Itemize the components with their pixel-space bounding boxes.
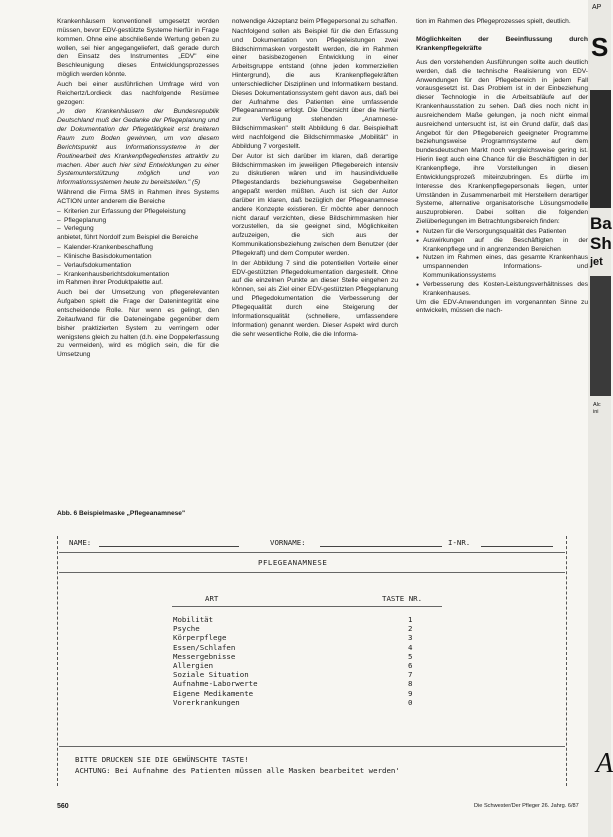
anamnese-item: Messergebnisse: [173, 651, 236, 661]
taste-number-list: [408, 615, 412, 707]
taste-number: 8: [408, 679, 413, 689]
paragraph: im Rahmen ihrer Produktpalette auf.: [57, 279, 163, 287]
column-header-art: ART: [205, 594, 219, 603]
column-header-taste: TASTE NR.: [382, 594, 423, 603]
text-column-2: [232, 18, 398, 340]
paragraph: Um die EDV-Anwendungen im vorgenannten Sinne zu entwickeln, müssen die nach-: [416, 298, 588, 315]
mask-left-border: [57, 536, 58, 786]
edge-text: ini: [593, 409, 599, 415]
anamnese-item: Essen/Schlafen: [173, 642, 236, 652]
vorname-label: VORNAME:: [270, 538, 306, 547]
mask-title: PFLEGEANAMNESE: [258, 558, 328, 567]
inr-field: [481, 538, 553, 547]
page-number: 560: [57, 803, 69, 810]
mask-right-border: [566, 536, 567, 786]
edge-text: A: [596, 748, 613, 779]
anamnese-item: Allergien: [173, 660, 214, 670]
list-item: ● Nutzen für die Versorgungsqualität des Patienten: [416, 228, 588, 237]
list-item: – Verlegung: [57, 225, 219, 234]
warning-line: ACHTUNG: Bei Aufnahme des Patienten müssen alle Masken bearbeitet werden': [75, 766, 400, 775]
instruction-line: BITTE DRUCKEN SIE DIE GEWÜNSCHTE TASTE!: [75, 755, 249, 764]
anamnese-item: Mobilität: [173, 615, 214, 624]
screen-mask-figure: [55, 528, 570, 790]
list-item: – Klinische Basisdokumentation: [57, 253, 219, 262]
list-item: ● Verbesserung des Kosten-Leistungsverhältnisses des Krankenhauses.: [416, 281, 588, 299]
list-item: ● Nutzen im Rahmen eines, das gesamte Krankenhaus umspannenden Informations- und Kommunikationssystems: [416, 254, 588, 281]
list-item: – Kalender-Krankenbeschaffung: [57, 244, 219, 253]
edge-text: AP: [592, 4, 602, 11]
list-item: – Krankenhausberichtsdokumentation: [57, 271, 219, 280]
anamnese-item: Psyche: [173, 624, 200, 634]
taste-number: 9: [408, 688, 413, 698]
vorname-field: [320, 538, 442, 547]
edge-text: Alc: [593, 402, 601, 408]
figure-caption: Abb. 6 Beispielmaske „Pflegeanamnese": [57, 510, 186, 517]
text-column-3: [416, 18, 588, 317]
anamnese-item: Aufnahme-Laborwerte: [173, 679, 258, 689]
taste-number: 1: [408, 615, 413, 624]
paragraph: tion im Rahmen des Pflegeprozesses spielt, deutlich.: [416, 18, 571, 25]
anamnese-item: Soziale Situation: [173, 670, 249, 680]
divider: [59, 552, 565, 553]
taste-number: 4: [408, 642, 413, 652]
edge-photo: [590, 276, 611, 396]
paragraph: Während die Firma SMS in Rahmen ihres Systems ACTION unter anderem die Bereiche: [57, 189, 219, 205]
anamnese-item: Eigene Medikamente: [173, 688, 254, 698]
name-field: [99, 538, 239, 547]
taste-number: 3: [408, 633, 413, 643]
list-item: – Kriterien zur Erfassung der Pflegeleistung: [57, 208, 219, 217]
journal-footer: Die Schwester/Der Pfleger 26. Jahrg. 6/87: [474, 803, 579, 809]
paragraph: Der Autor ist sich darüber im klaren, daß derartige Bildschirmmasken im jeweiligen Pflegebereich intensiv zu diskutieren wären und im hausindividuelle Pflegestandards beziehungsweise Gegebenheiten angepaßt werden müßten. Auch ist sich der Autor darüber im klaren, daß bezüglich der Pflegeanamnese andere Konzepte existieren. Er möchte aber dennoch nicht darauf verzichten, diese Bildschirmmasken hier vorzustellen, da sie geeignet sind, Möglichkeiten aufzuzeigen, die sich aus der Kommunikationsbeziehung zwischen dem Benutzer (der Pflegekraft) und dem Computer werden.: [232, 152, 398, 257]
paragraph: Aus den vorstehenden Ausführungen sollte auch deutlich werden, daß die technische Realisierung von EDV-Anwendungen für den Pflegebereich in jedem Fall vorausgesetzt ist. Das Problem ist in der Einbeziehung dieser Technologie in die Arbeitsabläufe auf der Krankenhausstation zu sehen. Daß dies noch nicht in ausreichendem Maße gelungen, ja noch nicht einmal ausreichend untersucht ist, ist ein Grund dafür, daß das Angebot für den Pflegebereich geeigneter Programme beziehungsweise Programmsysteme auf dem bundesdeutschen Markt noch vergleichsweise gering ist. Hierin liegt auch eine Chance für die Beschäftigten in der Krankenpflege, ihre Vorstellungen in diesen Entwicklungsprozeß miteinzubringen. Es dürfte im Interesse des Krankenpflegepersonals liegen, unter Umständen in Zusammenarbeit mit Herstellern derartiger Systeme, alternative organisatorische Lösungsmodelle auszuprobieren. Dabei sollten die folgenden Zielüberlegungen im Betrachtungsbereich finden:: [416, 58, 588, 226]
edge-text: S: [591, 32, 609, 62]
bullet-list: [57, 208, 219, 235]
edge-text: Sh: [590, 234, 612, 253]
anamnese-item: Körperpflege: [173, 633, 227, 643]
bullet-list: [416, 228, 588, 299]
list-item: – Pflegeplanung: [57, 217, 219, 226]
taste-number: 7: [408, 670, 413, 680]
taste-number: 5: [408, 651, 413, 661]
paragraph: Nachfolgend sollen als Beispiel für die den Erfassung und Dokumentation von Pflegeleistungen zwei Bildschirmmasken vorgestellt werden, die im Rahmen einer basisbezogenen Entwicklung in einer Arbeitsgruppe entstand (ohne jeden kommerziellen Hintergrund), die aus Krankenpflegekräften unterschiedlicher Disziplinen und Informatikern bestand. Dieses Dokumentationssystem geht davon aus, daß bei der Aufnahme des Patienten eine umfassende Pflegeanamnese erfolgt. Die Übersicht über die hierfür zur Verfügung stehenden „Anamnese-Bildschirmmasken" stellt Abbildung 6 dar. Beispielhaft wird nachfolgend die Bildschirmmaske „Mobilität" in Abbildung 7 vorgestellt.: [232, 27, 398, 150]
section-heading: Möglichkeiten der Beeinflussung durch Krankenpflegekräfte: [416, 35, 588, 52]
edge-text: jet: [590, 256, 603, 268]
divider: [59, 746, 565, 747]
anamnese-item: Vorerkrankungen: [173, 697, 240, 707]
list-item: ● Auswirkungen auf die Beschäftigten in der Krankenpflege und in angrenzenden Bereichen: [416, 237, 588, 255]
divider: [59, 572, 565, 573]
edge-text: Ba: [590, 214, 612, 233]
name-label: NAME:: [69, 538, 92, 547]
divider: [172, 606, 442, 607]
taste-number: 2: [408, 624, 413, 634]
text-column-1: [57, 18, 219, 361]
list-item: – Verlaufsdokumentation: [57, 262, 219, 271]
inr-label: I-NR.: [448, 538, 471, 547]
paragraph: Auch bei einer ausführlichen Umfrage wird von Reichertz/Lordieck das nachfolgende Resümee gezogen:: [57, 80, 219, 106]
paragraph: notwendige Akzeptanz beim Pflegepersonal zu schaffen.: [232, 18, 398, 25]
edge-dark-block: [590, 90, 611, 208]
quote-paragraph: „In den Krankenhäusern der Bundesrepublik Deutschland muß der Gedanke der Pflegeplanung und der Dokumentation der Pflegetätigkeit erst breiteren Raum zum Boden gewinnen, um von diesem Berichtspunkt aus Informationssysteme in der Routinearbeit des Krankenpflegedienstes attraktiv zu machen. Aber auch hier sind Entwicklungen zu einer Systemunterstützung möglich und von Informationssystemen heute zu bereitstellen." (5): [57, 108, 219, 187]
paragraph: Krankenhäusern konventionell umgesetzt worden müssen, bevor EDV-gestützte Systeme hierfür in Frage kommen. Ohne eine abschließende Wertung geben zu wollen, sei hier angegangeliefert, daß gerade durch den Einsatz des Instrumentes „EDV" eine Beschleunigung dieses Entwicklungsprozesses möglich werden könnte.: [57, 18, 219, 79]
bullet-list: [57, 244, 219, 279]
taste-number: 6: [408, 660, 413, 670]
paragraph: In der Abbildung 7 sind die potentiellen Vorteile einer EDV-gestützten Pflegedokumentation dargestellt. Ohne auf die einzelnen Punkte an dieser Stelle eingehen zu können, sei als Ziel einer EDV-gestützten Pflegeplanung und Pflegedokumentation die Verbesserung der Pflegequalität durch eine Steigerung der Informationsqualität (schnellere, umfassendere Information) genannt werden. Dieser Aspekt wird durch die sehr wesentliche Rolle, die die Informa-: [232, 259, 398, 338]
paragraph: anbietet, führt Nordolf zum Beispiel die Bereiche: [57, 234, 199, 242]
paragraph: Auch bei der Umsetzung von pflegerelevanten Aufgaben spielt die Frage der Datenintegrität eine entscheidende Rolle. Nur wenn es gelingt, den Zeitaufwand für die Dateneingabe gegenüber dem bisher praktizierten System zu verringern oder wenigstens gleich zu halten (d.h. eine Doppelerfassung zu vermeiden), wird es möglich sein, die für die Umsetzung: [57, 289, 219, 359]
anamnese-item-list: [173, 615, 258, 707]
taste-number: 0: [408, 697, 413, 707]
